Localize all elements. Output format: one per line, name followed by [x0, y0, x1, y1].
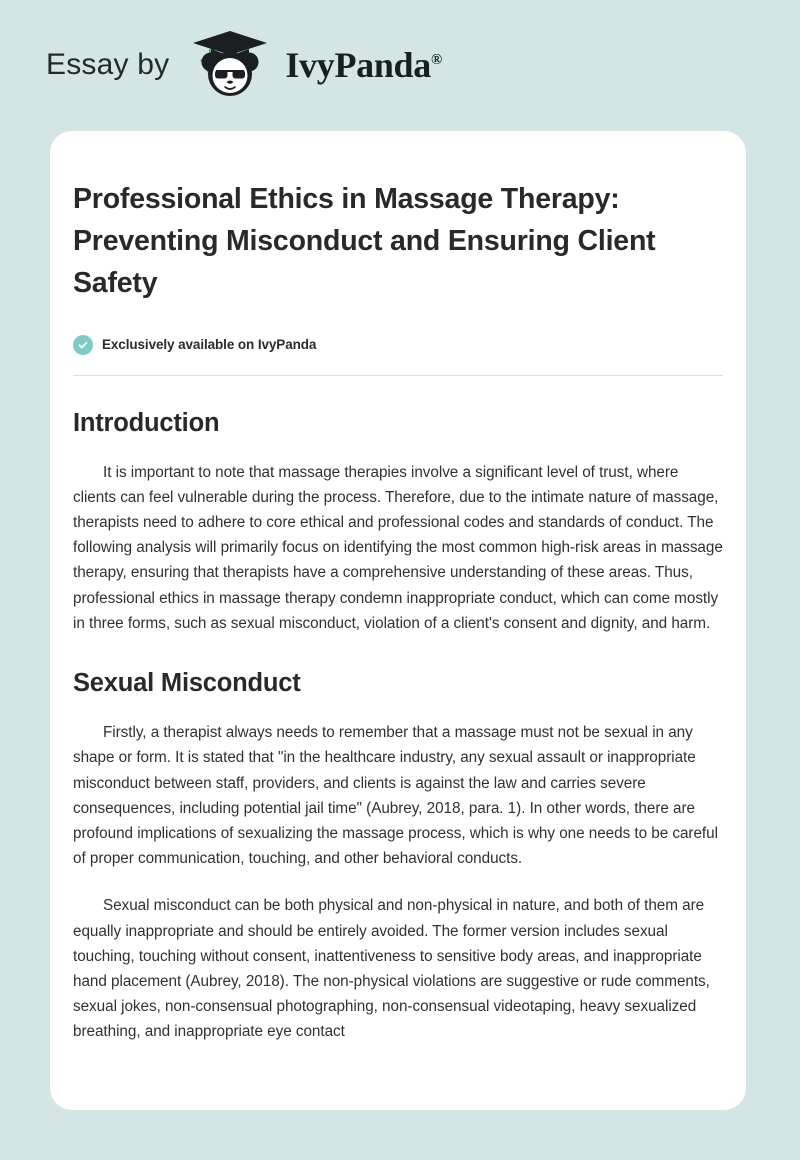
title-divider	[73, 375, 723, 376]
paragraph: Sexual misconduct can be both physical and non-physical in nature, and both of them are equally inappropriate and should be entirely avoided. The former version includes sexual touching, touching without consent, inattentiveness to sensitive body areas, and inappropriate hand placement (Aubrey, 2018). The non-physical violations are suggestive or rude comments, sexual jokes, non-consensual photographing, non-consensual videotaping, heavy sexualized breathing, and inappropriate eye contact	[73, 897, 710, 1041]
section-heading: Introduction	[73, 408, 220, 437]
exclusivity-badge-label: Exclusively available on IvyPanda	[102, 337, 317, 353]
masthead	[0, 0, 800, 130]
essay-document-card	[50, 131, 746, 1110]
paragraph: It is important to note that massage therapies involve a significant level of trust, where clients can feel vulnerable during the process. Therefore, due to the intimate nature of massage, therapists need to adhere to core ethical and professional codes and standards of conduct. The following analysis will primarily focus on identifying the most common high-risk areas in massage therapy, ensuring that therapists have a comprehensive understanding of these areas. Thus, professional ethics in massage therapy condemn inappropriate conduct, which can come mostly in three forms, such as sexual misconduct, violation of a client's consent and dignity, and harm.	[73, 463, 723, 632]
ivypanda-panda-graduate-logo-icon	[187, 27, 273, 99]
check-circle-icon	[73, 335, 93, 355]
paragraph: Firstly, a therapist always needs to remember that a massage must not be sexual in any shape or form. It is stated that "in the healthcare industry, any sexual assault or inappropriate misconduct between staff, providers, and clients is against the law and carries severe consequences, including potential jail time" (Aubrey, 2018, para. 1). In other words, there are profound implications of sexualizing the massage process, which is why one needs to be careful of proper communication, touching, and other behavioral conducts.	[73, 724, 718, 868]
registered-trademark-symbol: ®	[430, 52, 442, 68]
section-heading: Sexual Misconduct	[73, 669, 301, 698]
ivypanda-brand-lockup[interactable]	[46, 31, 442, 99]
section-sexual-misconduct	[73, 669, 723, 1044]
essay-by-label: Essay by	[46, 48, 170, 81]
ivypanda-wordmark	[285, 47, 442, 83]
exclusivity-badge	[73, 335, 723, 355]
wordmark-text: IvyPanda	[285, 45, 431, 85]
section-introduction	[73, 409, 723, 636]
page-title: Professional Ethics in Massage Therapy: Preventing Misconduct and Ensuring Client Safety	[73, 183, 656, 299]
